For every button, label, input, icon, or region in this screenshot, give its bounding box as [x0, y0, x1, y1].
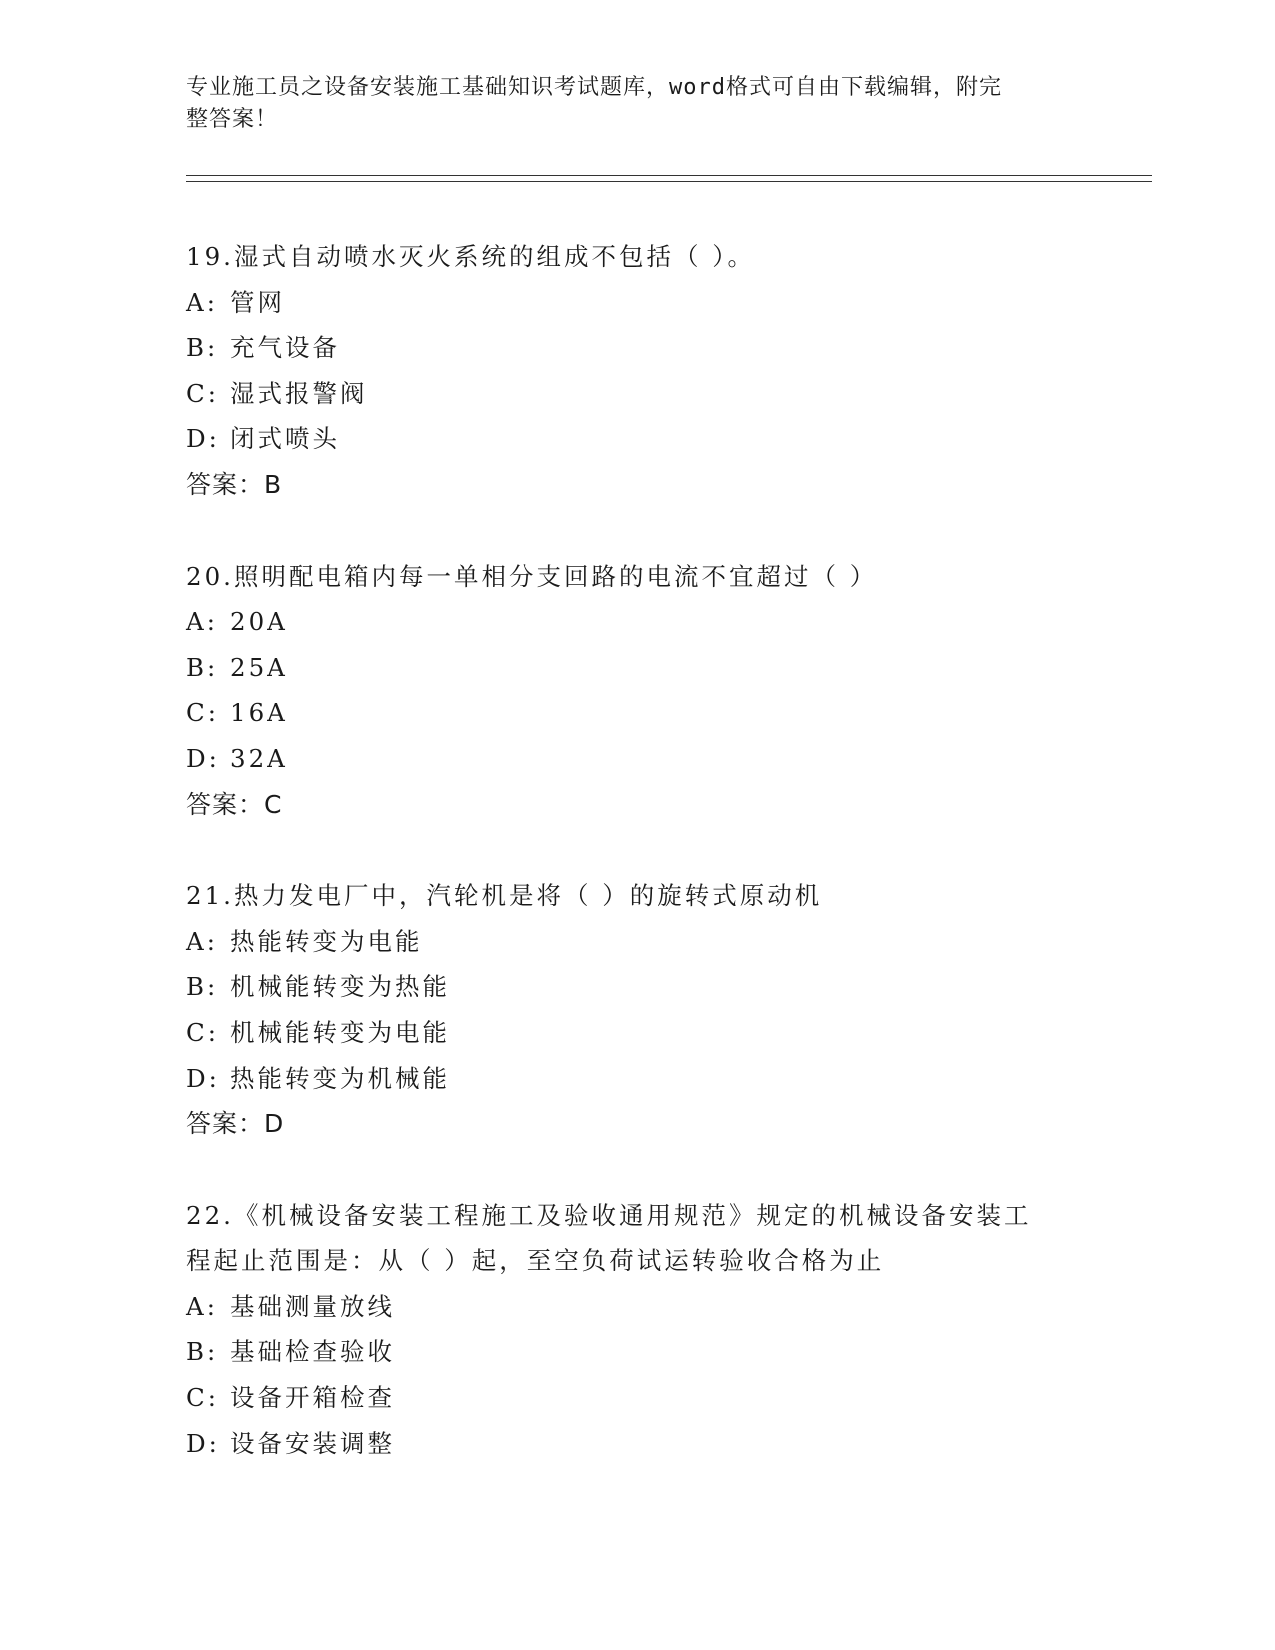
- question-stem-continuation: [186, 1238, 1086, 1284]
- answer-line: [186, 462, 1086, 508]
- answer-line: [186, 1101, 1086, 1147]
- option-letter: D:: [186, 424, 220, 454]
- option-c: [186, 1010, 1086, 1056]
- option-letter: A:: [186, 607, 218, 637]
- option-letter: D:: [186, 1063, 220, 1093]
- header-divider-top: [186, 175, 1152, 176]
- option-b: [186, 1329, 1086, 1375]
- header-line-2: 整答案！: [186, 107, 279, 132]
- option-text: 管网: [230, 287, 285, 317]
- question-text-line-2: 程起止范围是：从（ ）起，至空负荷试运转验收合格为止: [186, 1246, 885, 1276]
- option-letter: A:: [186, 287, 218, 317]
- answer-line: [186, 782, 1086, 828]
- question-text-line-1: 《机械设备安装工程施工及验收通用规范》规定的机械设备安装工: [233, 1200, 1032, 1230]
- answer-value: D: [264, 1109, 285, 1139]
- option-text: 闭式喷头: [230, 424, 340, 454]
- question-text: 湿式自动喷水灭火系统的组成不包括（ ）。: [233, 242, 756, 271]
- option-text: 基础测量放线: [230, 1291, 395, 1321]
- question-stem: [186, 873, 1086, 919]
- option-text: 热能转变为电能: [230, 926, 423, 956]
- document-header: [186, 72, 1066, 136]
- option-text: 25A: [230, 652, 288, 682]
- question-number: 22.: [186, 1200, 234, 1230]
- question-number: 19.: [186, 242, 234, 271]
- option-letter: B:: [186, 1337, 219, 1367]
- option-b: [186, 645, 1086, 691]
- option-a: [186, 1284, 1086, 1330]
- answer-value: B: [264, 469, 283, 499]
- question-21: [186, 873, 1086, 1147]
- option-letter: A:: [186, 926, 218, 956]
- option-d: [186, 416, 1086, 462]
- question-number: 21.: [186, 881, 234, 911]
- option-text: 机械能转变为热能: [230, 972, 450, 1002]
- option-a: [186, 280, 1086, 326]
- option-c: [186, 690, 1086, 736]
- answer-value: C: [264, 789, 283, 819]
- option-letter: A:: [186, 1291, 218, 1321]
- option-text: 设备开箱检查: [230, 1383, 395, 1413]
- answer-label: 答案：: [186, 1109, 265, 1139]
- question-20: [186, 554, 1086, 828]
- question-stem: [186, 554, 1086, 600]
- option-text: 32A: [230, 743, 288, 773]
- option-letter: C:: [186, 1017, 220, 1047]
- answer-label: 答案：: [186, 789, 265, 819]
- option-d: [186, 1056, 1086, 1102]
- option-letter: D:: [186, 743, 220, 773]
- question-stem: [186, 234, 1086, 280]
- option-letter: C:: [186, 378, 220, 408]
- header-divider-bottom: [186, 181, 1152, 182]
- option-a: [186, 919, 1086, 965]
- option-letter: C:: [186, 1383, 220, 1413]
- question-text: 照明配电箱内每一单相分支回路的电流不宜超过（ ）: [233, 561, 878, 591]
- option-c: [186, 371, 1086, 417]
- option-text: 16A: [230, 698, 288, 728]
- question-19: [186, 234, 1086, 508]
- question-list: [186, 234, 1086, 1512]
- answer-label: 答案：: [186, 469, 265, 499]
- option-text: 基础检查验收: [230, 1337, 395, 1367]
- option-text: 机械能转变为电能: [230, 1017, 450, 1047]
- option-letter: D:: [186, 1428, 220, 1458]
- option-b: [186, 964, 1086, 1010]
- option-text: 设备安装调整: [230, 1428, 395, 1458]
- option-c: [186, 1375, 1086, 1421]
- option-b: [186, 325, 1086, 371]
- option-a: [186, 599, 1086, 645]
- option-letter: C:: [186, 698, 220, 728]
- option-letter: B:: [186, 652, 219, 682]
- question-22: [186, 1193, 1086, 1467]
- question-number: 20.: [186, 561, 234, 591]
- option-d: [186, 736, 1086, 782]
- option-text: 热能转变为机械能: [230, 1063, 450, 1093]
- question-stem: [186, 1193, 1086, 1239]
- option-letter: B:: [186, 333, 219, 363]
- option-letter: B:: [186, 972, 219, 1002]
- option-text: 20A: [230, 607, 288, 637]
- option-text: 充气设备: [230, 333, 340, 363]
- header-line-1: 专业施工员之设备安装施工基础知识考试题库，word格式可自由下载编辑，附完: [186, 75, 1002, 100]
- option-d: [186, 1421, 1086, 1467]
- question-text: 热力发电厂中，汽轮机是将（ ）的旋转式原动机: [233, 881, 823, 911]
- option-text: 湿式报警阀: [230, 378, 368, 408]
